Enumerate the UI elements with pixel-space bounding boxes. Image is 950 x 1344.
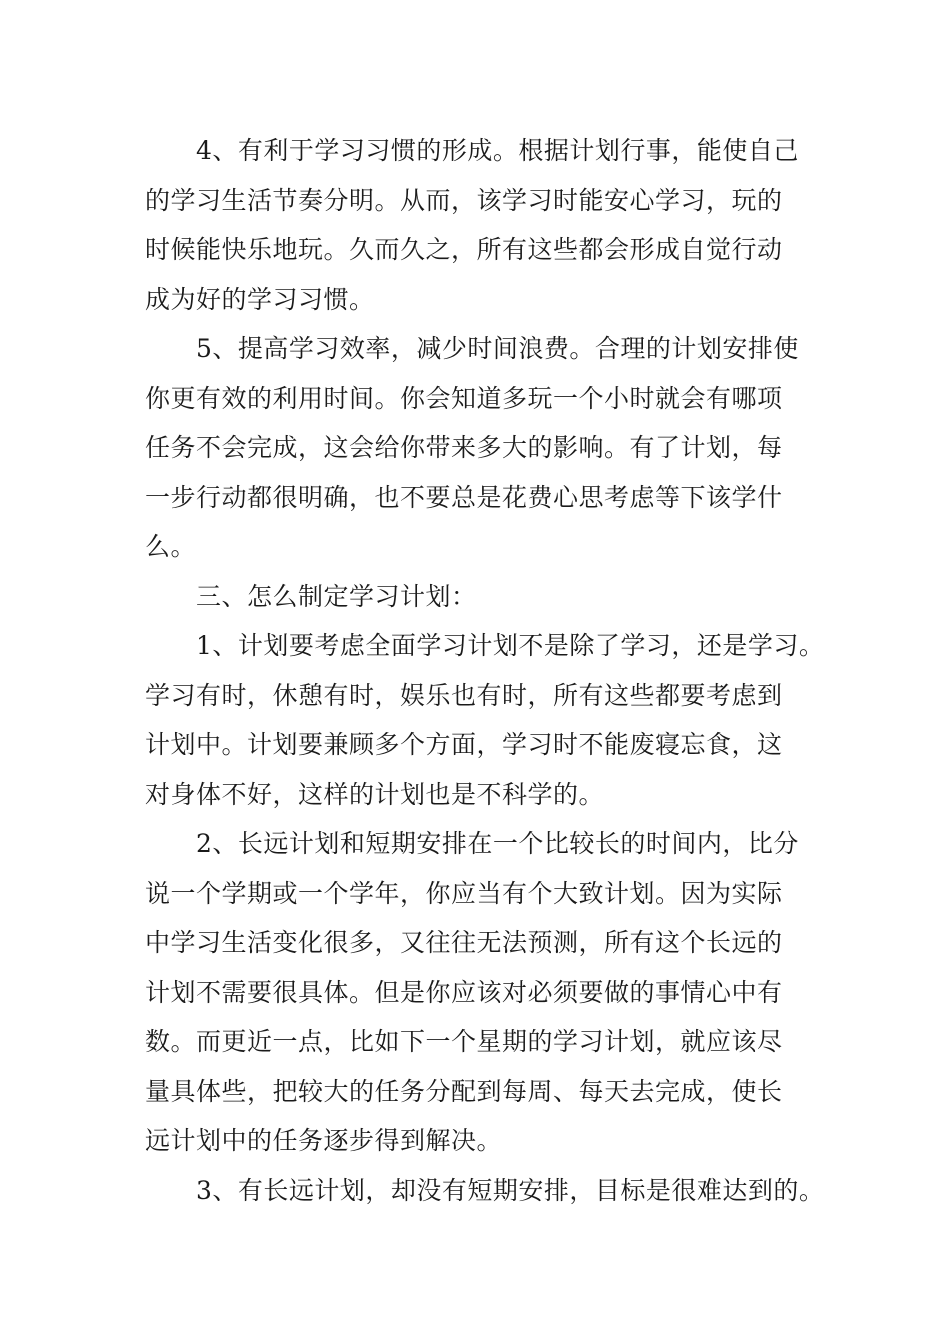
text-line: 学习有时，休憩有时，娱乐也有时，所有这些都要考虑到 xyxy=(145,680,783,710)
text-line: 远计划中的任务逐步得到解决。 xyxy=(145,1126,503,1155)
text-line: 时候能快乐地玩。久而久之，所有这些都会形成自觉行动 xyxy=(145,235,783,264)
text-line: 2、长远计划和短期安排在一个比较长的时间内，比分 xyxy=(196,829,799,858)
paragraph-efficiency xyxy=(145,324,825,572)
text-line: 对身体不好，这样的计划也是不科学的。 xyxy=(145,779,605,809)
document-body xyxy=(145,126,825,1215)
text-line: 说一个学期或一个学年，你应当有个大致计划。因为实际 xyxy=(145,878,783,908)
text-line: 的学习生活节奏分明。从而，该学习时能安心学习，玩的 xyxy=(145,185,783,215)
text-line: 你更有效的利用时间。你会知道多玩一个小时就会有哪项 xyxy=(145,383,783,413)
text-line: 数。而更近一点，比如下一个星期的学习计划，就应该尽 xyxy=(145,1027,783,1056)
heading-line: 三、怎么制定学习计划： xyxy=(196,581,477,611)
text-line: 么。 xyxy=(145,532,197,561)
section-heading xyxy=(145,572,825,622)
text-line: 4、有利于学习习惯的形成。根据计划行事，能使自己 xyxy=(196,136,799,165)
text-line: 中学习生活变化很多，又往往无法预测，所有这个长远的 xyxy=(145,928,783,957)
text-line: 计划中。计划要兼顾多个方面，学习时不能废寝忘食，这 xyxy=(145,730,783,759)
text-line: 5、提高学习效率，减少时间浪费。合理的计划安排使 xyxy=(196,334,799,363)
text-line: 3、有长远计划，却没有短期安排，目标是很难达到的。 xyxy=(196,1175,825,1205)
text-line: 任务不会完成，这会给你带来多大的影响。有了计划，每 xyxy=(145,433,783,462)
text-line: 1、计划要考虑全面学习计划不是除了学习，还是学习。 xyxy=(196,631,825,660)
text-line: 计划不需要很具体。但是你应该对必须要做的事情心中有 xyxy=(145,977,783,1007)
text-line: 成为好的学习习惯。 xyxy=(145,284,375,314)
paragraph-habit-formation xyxy=(145,126,825,324)
text-line: 一步行动都很明确，也不要总是花费心思考虑等下该学什 xyxy=(145,482,783,512)
paragraph-comprehensive-plan xyxy=(145,621,825,819)
paragraph-long-short-term xyxy=(145,819,825,1166)
paragraph-goals xyxy=(145,1166,825,1216)
text-line: 量具体些，把较大的任务分配到每周、每天去完成，使长 xyxy=(145,1076,783,1106)
